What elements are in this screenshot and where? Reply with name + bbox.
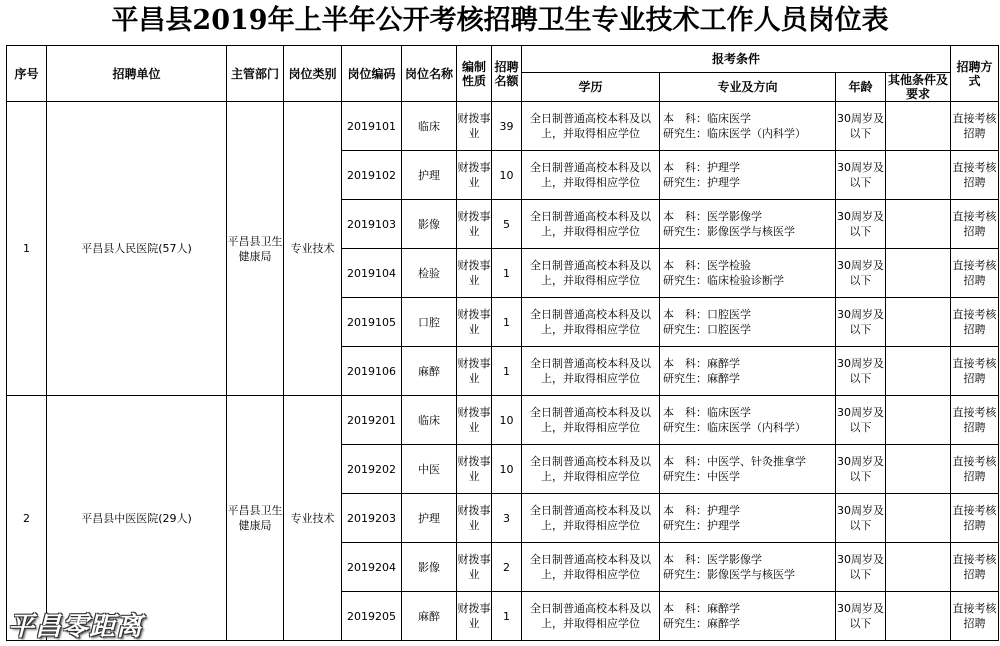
watermark-logo: 平昌零距离 [8, 612, 144, 642]
cell-code: 2019104 [342, 249, 402, 298]
cell-nature: 财拨事业 [457, 543, 492, 592]
cell-other [886, 347, 951, 396]
cell-education: 全日制普通高校本科及以上，并取得相应学位 [522, 249, 660, 298]
header-age: 年龄 [836, 73, 886, 102]
table-row [7, 396, 999, 445]
cell-quota: 1 [492, 347, 522, 396]
cell-post: 中医 [402, 445, 457, 494]
major-undergrad: 本 科：麻醉学 [663, 357, 740, 370]
cell-major [660, 102, 836, 151]
major-graduate: 研究生：临床医学（内科学） [663, 127, 806, 140]
major-undergrad: 本 科：医学影像学 [663, 553, 762, 566]
cell-method: 直接考核招聘 [951, 151, 999, 200]
header-category: 岗位类别 [284, 46, 342, 102]
recruitment-table [6, 45, 999, 641]
cell-age: 30周岁及以下 [836, 543, 886, 592]
header-seq: 序号 [7, 46, 47, 102]
cell-quota: 1 [492, 298, 522, 347]
cell-nature: 财拨事业 [457, 298, 492, 347]
header-nature: 编制性质 [457, 46, 492, 102]
cell-method: 直接考核招聘 [951, 396, 999, 445]
cell-other [886, 151, 951, 200]
cell-age: 30周岁及以下 [836, 494, 886, 543]
cell-education: 全日制普通高校本科及以上，并取得相应学位 [522, 102, 660, 151]
cell-other [886, 298, 951, 347]
major-graduate: 研究生：口腔医学 [663, 323, 751, 336]
cell-education: 全日制普通高校本科及以上，并取得相应学位 [522, 200, 660, 249]
header-major: 专业及方向 [660, 73, 836, 102]
cell-age: 30周岁及以下 [836, 396, 886, 445]
header-code: 岗位编码 [342, 46, 402, 102]
cell-nature: 财拨事业 [457, 445, 492, 494]
cell-education: 全日制普通高校本科及以上，并取得相应学位 [522, 298, 660, 347]
cell-quota: 3 [492, 494, 522, 543]
cell-method: 直接考核招聘 [951, 298, 999, 347]
cell-nature: 财拨事业 [457, 494, 492, 543]
major-undergrad: 本 科：护理学 [663, 504, 740, 517]
major-graduate: 研究生：临床检验诊断学 [663, 274, 784, 287]
major-graduate: 研究生：麻醉学 [663, 617, 740, 630]
cell-code: 2019103 [342, 200, 402, 249]
cell-code: 2019205 [342, 592, 402, 641]
major-undergrad: 本 科：医学影像学 [663, 210, 762, 223]
cell-other [886, 543, 951, 592]
cell-nature: 财拨事业 [457, 200, 492, 249]
header-post: 岗位名称 [402, 46, 457, 102]
cell-age: 30周岁及以下 [836, 298, 886, 347]
cell-nature: 财拨事业 [457, 249, 492, 298]
cell-code: 2019102 [342, 151, 402, 200]
header-unit: 招聘单位 [47, 46, 227, 102]
cell-other [886, 445, 951, 494]
cell-method: 直接考核招聘 [951, 347, 999, 396]
cell-seq: 1 [7, 102, 47, 396]
cell-major [660, 445, 836, 494]
header-quota: 招聘名额 [492, 46, 522, 102]
cell-dept: 平昌县卫生健康局 [227, 102, 284, 396]
table-row [7, 102, 999, 151]
cell-nature: 财拨事业 [457, 151, 492, 200]
table-body [7, 102, 999, 641]
cell-major [660, 347, 836, 396]
cell-post: 检验 [402, 249, 457, 298]
cell-quota: 10 [492, 396, 522, 445]
cell-category: 专业技术 [284, 396, 342, 641]
cell-dept: 平昌县卫生健康局 [227, 396, 284, 641]
cell-age: 30周岁及以下 [836, 445, 886, 494]
cell-quota: 39 [492, 102, 522, 151]
cell-method: 直接考核招聘 [951, 445, 999, 494]
cell-major [660, 151, 836, 200]
cell-major [660, 249, 836, 298]
major-undergrad: 本 科：口腔医学 [663, 308, 751, 321]
cell-other [886, 102, 951, 151]
cell-quota: 2 [492, 543, 522, 592]
cell-education: 全日制普通高校本科及以上，并取得相应学位 [522, 445, 660, 494]
major-graduate: 研究生：影像医学与核医学 [663, 225, 795, 238]
major-graduate: 研究生：麻醉学 [663, 372, 740, 385]
cell-method: 直接考核招聘 [951, 249, 999, 298]
cell-other [886, 396, 951, 445]
header-dept: 主管部门 [227, 46, 284, 102]
header-education: 学历 [522, 73, 660, 102]
cell-code: 2019202 [342, 445, 402, 494]
cell-age: 30周岁及以下 [836, 200, 886, 249]
cell-post: 麻醉 [402, 592, 457, 641]
cell-major [660, 543, 836, 592]
cell-post: 护理 [402, 151, 457, 200]
cell-major [660, 200, 836, 249]
cell-post: 护理 [402, 494, 457, 543]
cell-major [660, 494, 836, 543]
cell-post: 麻醉 [402, 347, 457, 396]
cell-unit: 平昌县中医医院(29人) [47, 396, 227, 641]
major-graduate: 研究生：影像医学与核医学 [663, 568, 795, 581]
major-graduate: 研究生：护理学 [663, 519, 740, 532]
cell-age: 30周岁及以下 [836, 592, 886, 641]
cell-nature: 财拨事业 [457, 396, 492, 445]
cell-method: 直接考核招聘 [951, 592, 999, 641]
major-undergrad: 本 科：临床医学 [663, 406, 751, 419]
cell-post: 临床 [402, 102, 457, 151]
major-undergrad: 本 科：中医学、针灸推拿学 [663, 455, 806, 468]
cell-major [660, 592, 836, 641]
cell-seq: 2 [7, 396, 47, 641]
cell-code: 2019204 [342, 543, 402, 592]
cell-code: 2019106 [342, 347, 402, 396]
cell-nature: 财拨事业 [457, 102, 492, 151]
cell-age: 30周岁及以下 [836, 347, 886, 396]
cell-unit: 平昌县人民医院(57人) [47, 102, 227, 396]
cell-age: 30周岁及以下 [836, 102, 886, 151]
cell-quota: 1 [492, 592, 522, 641]
cell-education: 全日制普通高校本科及以上，并取得相应学位 [522, 494, 660, 543]
major-undergrad: 本 科：护理学 [663, 161, 740, 174]
major-undergrad: 本 科：临床医学 [663, 112, 751, 125]
cell-method: 直接考核招聘 [951, 200, 999, 249]
cell-education: 全日制普通高校本科及以上，并取得相应学位 [522, 151, 660, 200]
cell-method: 直接考核招聘 [951, 543, 999, 592]
cell-code: 2019203 [342, 494, 402, 543]
cell-other [886, 592, 951, 641]
cell-other [886, 249, 951, 298]
major-undergrad: 本 科：麻醉学 [663, 602, 740, 615]
cell-other [886, 494, 951, 543]
page-title: 平昌县2019年上半年公开考核招聘卫生专业技术工作人员岗位表 [111, 5, 889, 36]
cell-education: 全日制普通高校本科及以上，并取得相应学位 [522, 592, 660, 641]
major-undergrad: 本 科：医学检验 [663, 259, 751, 272]
cell-code: 2019101 [342, 102, 402, 151]
cell-category: 专业技术 [284, 102, 342, 396]
major-graduate: 研究生：临床医学（内科学） [663, 421, 806, 434]
cell-education: 全日制普通高校本科及以上，并取得相应学位 [522, 396, 660, 445]
cell-other [886, 200, 951, 249]
cell-quota: 5 [492, 200, 522, 249]
cell-education: 全日制普通高校本科及以上，并取得相应学位 [522, 543, 660, 592]
header-conditions: 报考条件 [522, 46, 951, 73]
cell-nature: 财拨事业 [457, 592, 492, 641]
cell-post: 临床 [402, 396, 457, 445]
cell-post: 口腔 [402, 298, 457, 347]
cell-post: 影像 [402, 543, 457, 592]
cell-age: 30周岁及以下 [836, 249, 886, 298]
cell-quota: 10 [492, 445, 522, 494]
cell-method: 直接考核招聘 [951, 102, 999, 151]
cell-post: 影像 [402, 200, 457, 249]
cell-major [660, 298, 836, 347]
cell-code: 2019105 [342, 298, 402, 347]
header-method: 招聘方式 [951, 46, 999, 102]
header-other: 其他条件及要求 [886, 73, 951, 102]
major-graduate: 研究生：护理学 [663, 176, 740, 189]
cell-nature: 财拨事业 [457, 347, 492, 396]
cell-quota: 1 [492, 249, 522, 298]
cell-quota: 10 [492, 151, 522, 200]
cell-code: 2019201 [342, 396, 402, 445]
cell-method: 直接考核招聘 [951, 494, 999, 543]
cell-major [660, 396, 836, 445]
cell-education: 全日制普通高校本科及以上，并取得相应学位 [522, 347, 660, 396]
cell-age: 30周岁及以下 [836, 151, 886, 200]
major-graduate: 研究生：中医学 [663, 470, 740, 483]
